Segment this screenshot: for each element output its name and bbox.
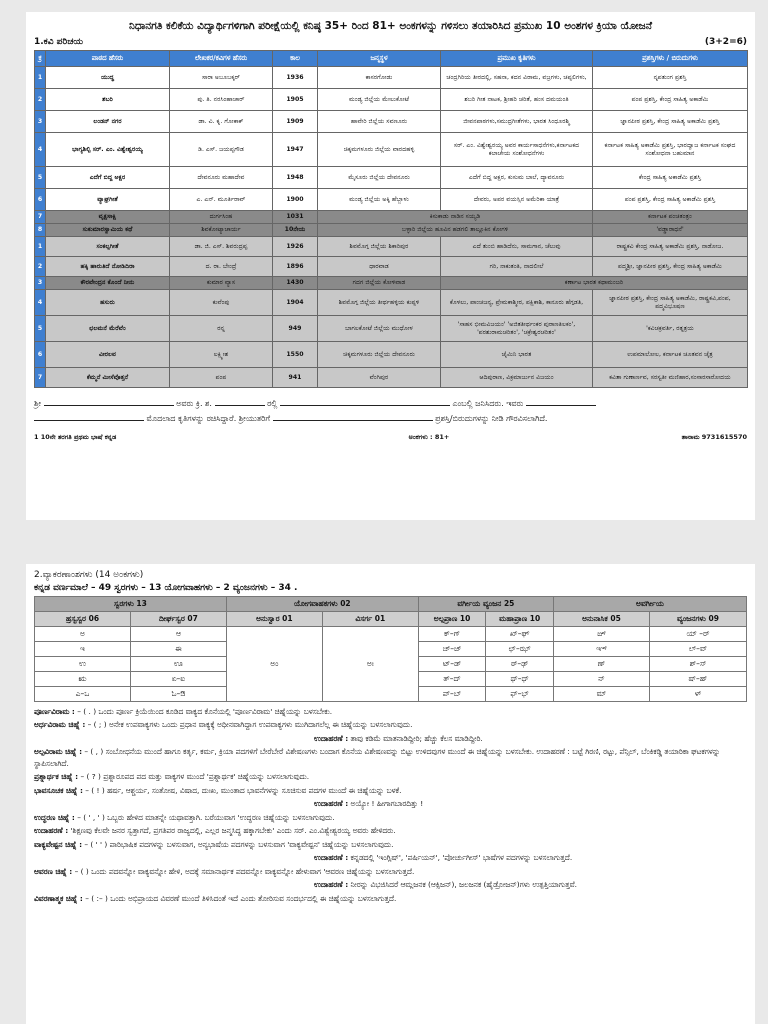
place-cell: ಬಳ್ಳಾರಿ ಜಿಲ್ಲೆಯ ಹೂವಿನ ಹಡಗಲಿ ತಾಲ್ಲೂಕಿನ ಕೋಗಳಿ: [318, 224, 593, 237]
alpaprana: ತ್–ದ್: [418, 672, 486, 687]
year-cell: 1904: [273, 290, 318, 316]
footer-marks: ಅಂಕಗಳು : 81+: [408, 432, 450, 441]
rule-item: ಉದಾಹರಣೆ : ನೀರನ್ನು ವಿಭಜಿಸಿದರೆ ಆಮ್ಲಜನಕ (ಆಕ್ಸಿಜನ್), ಜಲಜನಕ (ಹೈಡ್ರೋಜನ್)ಗಳು ಉತ್ಪತ್ತಿಯಾಗುತ್ತವೆ.: [314, 880, 577, 890]
year-cell: 1936: [273, 67, 318, 89]
lesson-cell: ಯುದ್ಧ: [46, 67, 170, 89]
awards-cell: ಉಪಮಾಲೋಲ, ಕರ್ನಾಟಕ ಚೂತವನ ಚೈತ್ರ: [593, 342, 748, 368]
subgroup-header: ಮಹಾಪ್ರಾಣ 10: [486, 612, 554, 627]
long-vowel: ಓ–ಔ: [130, 687, 226, 702]
year-cell: 1900: [273, 189, 318, 211]
place-cell: ಮಂಡ್ಯ ಜಿಲ್ಲೆಯ ಅಕ್ಕಿ ಹೆಬ್ಬಾಳು: [318, 189, 441, 211]
year-cell: 1905: [273, 89, 318, 111]
rule-item: ಪ್ರಶ್ನಾರ್ಥಕ ಚಿಹ್ನೆ : – ( ? ) ಪ್ರಶ್ನಾರೂಪದ ಪದ ಮತ್ತು ವಾಕ್ಯಗಳ ಮುಂದೆ 'ಪ್ರಶ್ನಾರ್ಥಕ' ಚಿಹ್ನೆಯನ್ನು ಬಳಸಲಾಗುವುದು.: [34, 772, 310, 782]
author-cell: ಲಕ್ಷ್ಮೀಶ: [170, 342, 273, 368]
table-row: [35, 277, 748, 290]
blank-line[interactable]: [34, 411, 144, 421]
column-header: ಜನ್ಮಸ್ಥಳ: [318, 51, 441, 67]
footer-left: 1 10ನೇ ತರಗತಿ ಪ್ರಥಮ ಭಾಷೆ ಕನ್ನಡ: [34, 432, 117, 441]
anunasika: ಣ್: [553, 657, 649, 672]
example-label: ಉದಾಹರಣೆ :: [314, 733, 349, 743]
works-cell: ಎದೆಗೆ ಬಿದ್ದ ಅಕ್ಷರ, ಕುಸುಮ ಬಾಲೆ, ದ್ಯಾವನೂರು: [441, 167, 593, 189]
row-number: 5: [35, 167, 46, 189]
avargiya: ಯ್ –ರ್: [649, 627, 746, 642]
works-cell: 'ಸಾಹಸ ಭೀಮವಿಜಯಂ' 'ಅಜಿತತೀರ್ಥಂಕರ ಪುರಾಣತಿಲಕಂ', 'ಪರಶುರಾಮಚರಿತಂ', 'ಚಕ್ರೇಶ್ವರಚರಿತಂ': [441, 316, 593, 342]
place-cell: ಗದಗ ಜಿಲ್ಲೆಯ ಕೋಳಿವಾಡ: [318, 277, 441, 290]
lesson-cell: ಸುಕುಮಾರಸ್ವಾಮಿಯ ಕಥೆ: [46, 224, 170, 237]
column-header: ಕ್ರ: [35, 51, 46, 67]
rule-item: ಉದಾಹರಣೆ : ಅಯ್ಯೋ ! ಹೀಗಾಗಬಾರದಿತ್ತು !: [314, 799, 424, 809]
table-row: [35, 111, 748, 133]
year-cell: 941: [273, 368, 318, 388]
author-cell: ಪಂಪ: [170, 368, 273, 388]
place-cell: ಹಾವೇರಿ ಜಿಲ್ಲೆಯ ಸವಣೂರು: [318, 111, 441, 133]
lesson-cell: ಭಾಗ್ಯಶಿಲ್ಪಿ ಸರ್. ಎಂ. ವಿಶ್ವೇಶ್ವರಯ್ಯ: [46, 133, 170, 167]
section-header: [34, 37, 747, 47]
year-cell: 1947: [273, 133, 318, 167]
rule-term: ಉದ್ಧರಣ ಚಿಹ್ನೆ :: [34, 812, 75, 822]
blank-line[interactable]: [215, 396, 265, 406]
place-cell: ಧಾರವಾಡ: [318, 257, 441, 277]
visarga-cell: ಅಃ: [322, 627, 418, 702]
footer-contact: ತಾನಾಮ 9731615570: [681, 432, 747, 441]
row-number: 1: [35, 237, 46, 257]
long-vowel: ಊ: [130, 657, 226, 672]
anunasika: ನ್: [553, 672, 649, 687]
avargiya: ಶ್–ಸ್: [649, 657, 746, 672]
year-cell: 1896: [273, 257, 318, 277]
subgroup-header: ಅನುಸ್ವಾರ 01: [226, 612, 322, 627]
poets-table: [34, 50, 748, 388]
anunasika: ಞ್: [553, 642, 649, 657]
works-cell: ಜೀವನಪಾಠಗಳು,ಸಮುದ್ರಗೀತೆಗಳು, ಭಾರತ ಸಿಂಧೂರಶ್ಮಿ: [441, 111, 593, 133]
column-header: ಪ್ರಶಸ್ತಿಗಳು / ಬಿರುದುಗಳು: [593, 51, 748, 67]
column-header: ಪ್ರಮುಖ ಕೃತಿಗಳು: [441, 51, 593, 67]
row-number: 8: [35, 224, 46, 237]
avargiya: ಲ್–ವ್: [649, 642, 746, 657]
works-cell: ಆದಿಪುರಾಣ, ವಿಕ್ರಮಾರ್ಜುನ ವಿಜಯಂ: [441, 368, 593, 388]
year-cell: 1031: [273, 211, 318, 224]
long-vowel: ಏ–ಐ: [130, 672, 226, 687]
place-cell: ಶಿವಮೊಗ್ಗ ಜಿಲ್ಲೆಯ ಶಿಕಾರಿಪುರ: [318, 237, 441, 257]
fill-text: ಎಂಬಲ್ಲಿ ಜನಿಸಿದರು. ಇವರು: [452, 399, 524, 408]
blank-line[interactable]: [280, 396, 450, 406]
works-cell: ಸರ್. ಎಂ. ವಿಶ್ವೇಶ್ವರಯ್ಯ ಅವರ ಕಾರ್ಯಸಾಧನೆಗಳು,ಕರ್ನಾಟಕದ ಕಲಾಚೇಯ ಸಂಶೋಧನೆಗಳು: [441, 133, 593, 167]
author-cell: ಶಿವಕೋಟ್ಯಾಚಾರ್ಯ: [170, 224, 273, 237]
author-cell: ಕುಮಾರ ವ್ಯಾಸ: [170, 277, 273, 290]
avargiya: ಷ್–ಹ್: [649, 672, 746, 687]
place-cell: ಚಿಕ್ಕಮಗಳೂರು ಜಿಲ್ಲೆಯ ದೇವನೂರು: [318, 342, 441, 368]
row-number: 1: [35, 67, 46, 89]
row-number: 2: [35, 89, 46, 111]
short-vowel: ಋ: [35, 672, 131, 687]
author-cell: ಸಾರಾ ಅಬೂಬಕ್ಕರ್: [170, 67, 273, 89]
place-cell: ಬಾಗಲಕೋಟೆ ಜಿಲ್ಲೆಯ ಮುಧೋಳ: [318, 316, 441, 342]
table-row: [35, 290, 748, 316]
short-vowel: ಎ–ಒ: [35, 687, 131, 702]
anusvara-cell: ಅಂ: [226, 627, 322, 702]
row-number: 7: [35, 368, 46, 388]
long-vowel: ಆ: [130, 627, 226, 642]
blank-line[interactable]: [526, 396, 596, 406]
table-row: [35, 257, 748, 277]
table-row: [35, 67, 748, 89]
rule-term: ಆವರಣ ಚಿಹ್ನೆ :: [34, 866, 73, 876]
lesson-cell: ವೃಕ್ಷಸಾಕ್ಷಿ: [46, 211, 170, 224]
awards-cell: ಪದ್ಮಶ್ರೀ, ಜ್ಞಾನಪೀಠ ಪ್ರಶಸ್ತಿ, ಕೇಂದ್ರ ಸಾಹಿತ್ಯ ಅಕಾಡೆಮಿ: [593, 257, 748, 277]
subgroup-header: ಅನುನಾಸಿಕ 05: [553, 612, 649, 627]
short-vowel: ಇ: [35, 642, 131, 657]
rule-item: ಉದಾಹರಣೆ : ತಾವು ಕಡಿಮೆ ಮಾತನಾಡಿದ್ದೀರಿ; ಹೆಚ್ಚು ಕೆಲಸ ಮಾಡಿದ್ದೀರಿ.: [314, 733, 483, 743]
subgroup-header: ಅಲ್ಪಪ್ರಾಣ 10: [418, 612, 486, 627]
year-cell: 949: [273, 316, 318, 342]
author-cell: ದುರ್ಗಸಿಂಹ: [170, 211, 273, 224]
lesson-cell: ವ್ಯಾಘ್ರಗೀತೆ: [46, 189, 170, 211]
place-cell: ಮಂಡ್ಯ ಜಿಲ್ಲೆಯ ಮೇಲುಕೋಟೆ: [318, 89, 441, 111]
anunasika: ಙ್: [553, 627, 649, 642]
row-number: 3: [35, 277, 46, 290]
example-label: ಉದಾಹರಣೆ :: [314, 799, 349, 809]
rule-term: ಉದಾಹರಣೆ :: [34, 826, 69, 836]
awards-cell: ಜ್ಞಾನಪೀಠ ಪ್ರಶಸ್ತಿ, ಕೇಂದ್ರ ಸಾಹಿತ್ಯ ಅಕಾಡೆಮಿ, ರಾಷ್ಟ್ರಕವಿ,ಪಂಪ, ಪದ್ಮವಿಭೂಷಣ: [593, 290, 748, 316]
rule-item: ಆವರಣ ಚಿಹ್ನೆ : – ( ) ಒಂದು ಪದವನ್ನೋ ವಾಕ್ಯವನ್ನೋ ಹೇಳಿ, ಅದಕ್ಕೆ ಸಮಾನಾರ್ಥಕ ಪದವನ್ನೋ ವಾಕ್ಯವನ್ನೋ ಹೇಳುವಾಗ 'ಆವರಣ ಚಿಹ್ನೆಯನ್ನು ಬಳಸಲಾಗುತ್ತದೆ.: [34, 866, 415, 876]
fill-in-blank: [34, 396, 747, 427]
subgroup-header: ದೀರ್ಘಸ್ವರ 07: [130, 612, 226, 627]
lesson-cell: ಲಂಡನ್ ನಗರ: [46, 111, 170, 133]
mahaprana: ಥ್–ಧ್: [486, 672, 554, 687]
table-row: [35, 133, 748, 167]
works-cell: ಎದೆ ತುಂಬಿ ಹಾಡಿದೆನು, ಸಾಮಗಾನ, ಚೆಲುವು: [441, 237, 593, 257]
place-cell: ವೆಂಗಿಪುರ: [318, 368, 441, 388]
blank-line[interactable]: [44, 396, 174, 406]
rule-item: ಅರ್ಧವಿರಾಮ ಚಿಹ್ನೆ : – ( ; ) ಅನೇಕ ಉಪವಾಕ್ಯಗಳು ಒಂದು ಪ್ರಧಾನ ವಾಕ್ಯಕ್ಕೆ ಅಧೀನವಾಗಿದ್ದಾಗ ಉಪವಾಕ್ಯಗಳು ಮುಗಿದಾಗಲೆಲ್ಲ ಈ ಚಿಹ್ನೆಯನ್ನು ಬಳಸಲಾಗುವುದು.: [34, 720, 413, 730]
punctuation-rules: [34, 706, 747, 904]
rule-item: ಉದಾಹರಣೆ : ಕನ್ನಡದಲ್ಲಿ 'ಇಂಗ್ಲಿಷ್', 'ಪರ್ಷಿಯನ್', 'ಪೋರ್ಚುಗೀಸ್' ಭಾಷೆಗಳ ಪದಗಳನ್ನು ಬಳಸಲಾಗುತ್ತದೆ.: [314, 853, 573, 863]
row-number: 3: [35, 111, 46, 133]
lesson-cell: ವೀರಲವ: [46, 342, 170, 368]
row-number: 5: [35, 316, 46, 342]
subgroup-header: ವ್ಯಂಜನಗಳು 09: [649, 612, 746, 627]
group-unstructured: ಅವರ್ಗೀಯ: [553, 597, 746, 612]
alphabet-summary: ಕನ್ನಡ ವರ್ಣಮಾಲೆ – 49 ಸ್ವರಗಳು – 13 ಯೋಗವಾಹಗಳು – 2 ವ್ಯಂಜನಗಳು – 34 .: [34, 583, 298, 593]
mahaprana: ಛ್–ಝ್: [486, 642, 554, 657]
avargiya: ಳ್: [649, 687, 746, 702]
column-header: ಕಾಲ: [273, 51, 318, 67]
awards-cell: ಪಂಪ ಪ್ರಶಸ್ತಿ, ಕೇಂದ್ರ ಸಾಹಿತ್ಯ ಅಕಾಡೆಮಿ: [593, 89, 748, 111]
works-cell: ಚಂದ್ರಗಿರಿಯ ತೀರದಲ್ಲಿ, ಸಹನಾ, ಕದನ ವಿರಾಮ, ವಜ್ರಗಳು, ಚಪ್ಪಲಿಗಳು,: [441, 67, 593, 89]
table-row: [35, 224, 748, 237]
fill-text: ಪ್ರಶಸ್ತಿ/ಬಿರುದುಗಳನ್ನು ನೀಡಿ ಗೌರವಿಸಲಾಗಿದೆ.: [435, 414, 548, 424]
table-header-row: [35, 51, 748, 67]
table-row: [35, 237, 748, 257]
works-cell: ಕೊಳಲು, ಪಾಂಚಜನ್ಯ, ಪ್ರೇಮಕಾಶ್ಮೀರ, ಪಕ್ಷಿಕಾಶಿ, ಕಾನೂರು ಹೆಗ್ಗಡತಿ,: [441, 290, 593, 316]
year-cell: 1550: [273, 342, 318, 368]
awards-cell: 'ಕವಿಚಕ್ರವರ್ತಿ, ರತ್ನತ್ರಯ: [593, 316, 748, 342]
table-row: [35, 627, 747, 642]
rule-term: ಭಾವಸೂಚಕ ಚಿಹ್ನೆ :: [34, 785, 83, 795]
group-yogavahaka: ಯೋಗವಾಹಕಗಳು 02: [226, 597, 418, 612]
lesson-cell: ಸಂಕಲ್ಪಗೀತೆ: [46, 237, 170, 257]
mahaprana: ಫ್–ಭ್: [486, 687, 554, 702]
author-cell: ಡಾ. ಜಿ. ಎಸ್. ಶಿವರುದ್ರಪ್ಪ: [170, 237, 273, 257]
lesson-cell: ಕೌರವೇಂದ್ರನ ಕೊಂದೆ ನೀನು: [46, 277, 170, 290]
rule-term: ಪೂರ್ಣವಿರಾಮ :: [34, 707, 75, 716]
page-one: [26, 12, 755, 520]
lesson-cell: ಹಸುರು: [46, 290, 170, 316]
mahaprana: ಖ್–ಘ್: [486, 627, 554, 642]
alpaprana: ಕ್–ಗ್: [418, 627, 486, 642]
awards-cell: ಪಂಪ ಪ್ರಶಸ್ತಿ, ಕೇಂದ್ರ ಸಾಹಿತ್ಯ ಅಕಾಡೆಮಿ ಪ್ರಶಸ್ತಿ: [593, 189, 748, 211]
rule-item: ವಿವರಣಾತ್ಮಕ ಚಿಹ್ನೆ : – ( :– ) ಒಂದು ಅಭಿಪ್ರಾಯದ ವಿವರಣೆ ಮುಂದೆ ತಿಳಿಸಿದಂತೆ ಇದೆ ಎಂದು ತೋರಿಸುವ ಸಂದರ್ಭದಲ್ಲಿ ಈ ಚಿಹ್ನೆಯನ್ನು ಬಳಸಲಾಗುತ್ತದೆ.: [34, 893, 397, 903]
example-label: ಉದಾಹರಣೆ :: [314, 853, 349, 863]
grammar-section-title: 2.ವ್ಯಾಕರಣಾಂಶಗಳು (14 ಅಂಕಗಳು): [34, 570, 144, 580]
alphabet-table: [34, 596, 747, 702]
mahaprana: ಠ್–ಢ್: [486, 657, 554, 672]
place-cell: ಚಿಕ್ಕಮಗಳೂರು ಜಿಲ್ಲೆಯ ವಾರದಹಳ್ಳಿ: [318, 133, 441, 167]
year-cell: 1430: [273, 277, 318, 290]
rule-term: ಅಲ್ಪವಿರಾಮ ಚಿಹ್ನೆ :: [34, 747, 83, 757]
long-vowel: ಈ: [130, 642, 226, 657]
column-header: ಪಾಠದ ಹೆಸರು: [46, 51, 170, 67]
place-cell: ಕಿಸುಕಾಡು ನಾಡಿನ ಸಯ್ಯಡಿ: [318, 211, 593, 224]
fill-text: ಅವರು ಕ್ರಿ. ಶ.: [176, 399, 212, 408]
short-vowel: ಉ: [35, 657, 131, 672]
subgroup-header: ವಿಸರ್ಗ 01: [322, 612, 418, 627]
row-number: 4: [35, 133, 46, 167]
rule-item: ಭಾವಸೂಚಕ ಚಿಹ್ನೆ : – ( ! ) ಹರ್ಷ, ಆಶ್ಚರ್ಯ, ಸಂತೋಷ, ವಿಷಾದ, ದುಃಖ, ಮುಂತಾದ ಭಾವನೆಗಳನ್ನು ಸೂಚಿಸುವ ಪದಗಳ ಮುಂದೆ ಈ ಚಿಹ್ನೆಯನ್ನು ಬಳಕೆ.: [34, 785, 402, 795]
rule-item: ಪೂರ್ಣವಿರಾಮ : – ( . ) ಒಂದು ಪೂರ್ಣ ಕ್ರಿಯೆಯಿಂದ ಕೂಡಿದ ವಾಕ್ಯದ ಕೊನೆಯಲ್ಲಿ 'ಪೂರ್ಣವಿರಾಮ' ಚಿಹ್ನೆಯನ್ನು ಬಳಸಬೇಕು.: [34, 707, 333, 716]
lesson-cell: ಛಲಮನೆ ಮೆರೆವೆಂ: [46, 316, 170, 342]
table-row: [35, 368, 748, 388]
rule-term: ವಿವರಣಾತ್ಮಕ ಚಿಹ್ನೆ :: [34, 893, 83, 903]
awards-cell: ಕರ್ಣಾಟ ಭಾರತ ಕಥಾಮಂಜರಿ: [441, 277, 748, 290]
rule-item: ಅಲ್ಪವಿರಾಮ ಚಿಹ್ನೆ : – ( , ) ಸಂಬೋಧನೆಯ ಮುಂದೆ ಹಾಗೂ ಕರ್ತೃ, ಕರ್ಮ, ಕ್ರಿಯಾ ಪದಗಳಿಗೆ ಬೇರೆಬೇರೆ ವಿಶೇಷಣಗಳು ಬಂದಾಗ ಕೊನೆಯ ವಿಶೇಷಣವನ್ನು ಬಿಟ್ಟು ಉಳಿದವುಗಳ ಮುಂದೆ ಈ ಚಿಹ್ನೆಯನ್ನು ಬಳಸಬೇಕು. ಉದಾಹರಣೆ : ಬಟ್ಟೆ ಗಿರಣಿ, ರಟ್ಟು, ಪೆನ್ಸಿಲ್, ಬೆಂಕಿಕಡ್ಡಿ ತಯಾರಿಕಾ ಘಟಕಗಳನ್ನು ಸ್ಥಾಪಿಸಲಾಗಿದೆ.: [34, 747, 721, 768]
rule-term: ಅರ್ಧವಿರಾಮ ಚಿಹ್ನೆ :: [34, 720, 86, 730]
row-number: 6: [35, 342, 46, 368]
year-cell: 1909: [273, 111, 318, 133]
works-cell: ಜೈಮಿನಿ ಭಾರತ: [441, 342, 593, 368]
works-cell: ಶಬರಿ ಗೀತ ನಾಟಕ, ಶ್ರೀಹರಿ ಚರಿತೆ, ಹಂಸ ದಮಯಂತಿ: [441, 89, 593, 111]
lesson-cell: ಎದೆಗೆ ಬಿದ್ದ ಅಕ್ಷರ: [46, 167, 170, 189]
awards-cell: ಕರ್ನಾಟಕ ಸಾಹಿತ್ಯ ಅಕಾಡೆಮಿ ಪ್ರಶಸ್ತಿ, ಭಾರದ್ವಾಜ ಕರ್ನಾಟಕ ಸಂಘದ ಸಂಶೋಧನಾ ಬಹುಮಾನ: [593, 133, 748, 167]
rule-item: ಉದ್ಧರಣ ಚಿಹ್ನೆ : – ( ' , ' ) ಒಬ್ಬರು ಹೇಳಿದ ಮಾತನ್ನೇ ಯಥಾವತ್ತಾಗಿ. ಬರೆಯುವಾಗ 'ಉದ್ಧರಣ ಚಿಹ್ನೆಯನ್ನು ಬಳಸಲಾಗುವುದು.: [34, 812, 335, 822]
page-two: [26, 564, 755, 1024]
row-number: 2: [35, 257, 46, 277]
group-structured-consonants: ವರ್ಗೀಯ ವ್ಯಂಜನ 25: [418, 597, 553, 612]
lesson-cell: ಶಬರಿ: [46, 89, 170, 111]
alpaprana: ಚ್–ಜ್: [418, 642, 486, 657]
section-title: 1.ಕವಿ ಪರಿಚಯ: [34, 37, 83, 47]
table-row: [35, 342, 748, 368]
works-cell: ದೇವರು, ಅಪರ ವಯಸ್ಸಿನ ಅಮೆರಿಕಾ ಯಾತ್ರೆ: [441, 189, 593, 211]
alpaprana: ಟ್–ಡ್: [418, 657, 486, 672]
year-cell: 10ನೇಯ: [273, 224, 318, 237]
table-row: [35, 167, 748, 189]
row-number: 6: [35, 189, 46, 211]
awards-cell: ನೃಪತುಂಗ ಪ್ರಶಸ್ತಿ: [593, 67, 748, 89]
table-row: [35, 211, 748, 224]
column-header: ಲೇಖಕರ/ಕವಿಗಳ ಹೆಸರು: [170, 51, 273, 67]
awards-cell: ಕರ್ನಾಟಕ ಪಂಚತಂತ್ರಂ: [593, 211, 748, 224]
page-footer: [34, 433, 747, 442]
section-marks: (3+2=6): [704, 37, 747, 47]
rule-item: ವಾಕ್ಯವೇಷ್ಟನ ಚಿಹ್ನೆ : – ( ' ' ) ಪಾರಿಭಾಷಿಕ ಪದಗಳನ್ನು ಬಳಸುವಾಗ, ಅನ್ಯಭಾಷೆಯ ಪದಗಳನ್ನು ಬಳಸುವಾಗ 'ವಾಕ್ಯವೇಷ್ಟನ' ಚಿಹ್ನೆಯನ್ನು ಬಳಸಲಾಗುವುದು.: [34, 839, 394, 849]
place-cell: ಶಿವಮೊಗ್ಗ ಜಿಲ್ಲೆಯ ತೀರ್ಥಹಳ್ಳಿಯ ಕುಪ್ಪಳಿ: [318, 290, 441, 316]
awards-cell: ರಾಷ್ಟ್ರಕವಿ ಕೇಂದ್ರ ಸಾಹಿತ್ಯ ಅಕಾಡೆಮಿ ಪ್ರಶಸ್ತಿ, ನಾಡೋಜ.: [593, 237, 748, 257]
year-cell: 1926: [273, 237, 318, 257]
alpaprana: ಪ್–ಬ್: [418, 687, 486, 702]
subgroup-header: ಹ್ರಸ್ವಸ್ವರ 06: [35, 612, 131, 627]
works-cell: ಗರಿ, ನಾಕುತಂತಿ, ನಾದಲೀಲೆ: [441, 257, 593, 277]
rule-item: ಉದಾಹರಣೆ : 'ಶಿಕ್ಷಣವು ಕೆಲವೇ ಜನರ ಸ್ವತ್ತಾಗದೆ, ಪ್ರಗತಿಪರ ರಾಜ್ಯದಲ್ಲಿ, ಎಲ್ಲರ ಜನ್ಮಸಿದ್ಧ ಹಕ್ಕಾಗಬೇಕು' ಎಂದು ಸರ್. ಎಂ.ವಿಶ್ವೇಶ್ವರಯ್ಯ ಅವರು ಹೇಳಿದರು.: [34, 826, 396, 836]
awards-cell: ಕೇಂದ್ರ ಸಾಹಿತ್ಯ ಅಕಾಡೆಮಿ ಪ್ರಶಸ್ತಿ: [593, 167, 748, 189]
anunasika: ಮ್: [553, 687, 649, 702]
row-number: 7: [35, 211, 46, 224]
fill-text: ಮೊದಲಾದ ಕೃತಿಗಳನ್ನು ರಚಿಸಿದ್ದಾರೆ. ಶ್ರೀಯುತರಿಗೆ: [146, 414, 271, 424]
author-cell: ರನ್ನ: [170, 316, 273, 342]
fill-text: ರಲ್ಲಿ: [267, 399, 278, 408]
place-cell: ಕಾಸರಗೋಡು: [318, 67, 441, 89]
awards-cell: ಕವಿತಾ ಗುಣಾರ್ಣವ, ಸರಸ್ವತೀ ಮಣಿಹಾರ,ಸಂಸಾರಸಾರೋದಯ: [593, 368, 748, 388]
author-cell: ಪು. ತಿ. ನರಸಿಂಹಾಚಾರ್: [170, 89, 273, 111]
author-cell: ಎ. ಎನ್. ಮೂರ್ತಿರಾವ್: [170, 189, 273, 211]
author-cell: ಕುವೆಂಪು: [170, 290, 273, 316]
year-cell: 1948: [273, 167, 318, 189]
author-cell: ಡಿ. ಎಸ್. ಜಯಪ್ಪಗೌಡ: [170, 133, 273, 167]
group-vowels: ಸ್ವರಗಳು 13: [35, 597, 227, 612]
author-cell: ಡಾ. ವಿ. ಕೃ. ಗೋಕಾಕ್: [170, 111, 273, 133]
awards-cell: ಜ್ಞಾನಪೀಠ ಪ್ರಶಸ್ತಿ, ಕೇಂದ್ರ ಸಾಹಿತ್ಯ ಅಕಾಡೆಮಿ ಪ್ರಶಸ್ತಿ: [593, 111, 748, 133]
place-cell: ಮೈಸೂರು ಜಿಲ್ಲೆಯ ದೇವನೂರು: [318, 167, 441, 189]
short-vowel: ಅ: [35, 627, 131, 642]
row-number: 4: [35, 290, 46, 316]
rule-term: ಪ್ರಶ್ನಾರ್ಥಕ ಚಿಹ್ನೆ :: [34, 772, 79, 782]
fill-text: ಶ್ರೀ: [34, 399, 42, 408]
lesson-cell: ಕೆಮ್ಮನೆ ಮೀಸೆವೊತ್ತನೆ: [46, 368, 170, 388]
page-title: ನಿಧಾನಗತಿ ಕಲಿಕೆಯ ವಿದ್ಯಾರ್ಥಿಗಳಿಗಾಗಿ ಪರೀಕ್ಷೆಯಲ್ಲಿ ಕನಿಷ್ಠ 35+ ರಿಂದ 81+ ಅಂಕಗಳನ್ನು ಗಳಿಸಲು ತಯಾರಿಸಿದ ಪ್ರಮುಖ 10 ಅಂಶಗಳ ಕ್ರಿಯಾ ಯೋಜನೆ: [128, 20, 652, 32]
table-row: [35, 316, 748, 342]
table-row: [35, 189, 748, 211]
author-cell: ದ. ರಾ. ಬೇಂದ್ರೆ: [170, 257, 273, 277]
rule-term: ವಾಕ್ಯವೇಷ್ಟನ ಚಿಹ್ನೆ :: [34, 839, 83, 849]
lesson-cell: ಹಕ್ಕಿ ಹಾರುತಿದೆ ನೋಡಿದಿರಾ: [46, 257, 170, 277]
awards-cell: 'ವಡ್ಡಾರಾಧನೆ': [593, 224, 748, 237]
blank-line[interactable]: [273, 411, 433, 421]
author-cell: ದೇವನೂರು ಮಹಾದೇವ: [170, 167, 273, 189]
example-label: ಉದಾಹರಣೆ :: [314, 880, 349, 890]
table-row: [35, 89, 748, 111]
